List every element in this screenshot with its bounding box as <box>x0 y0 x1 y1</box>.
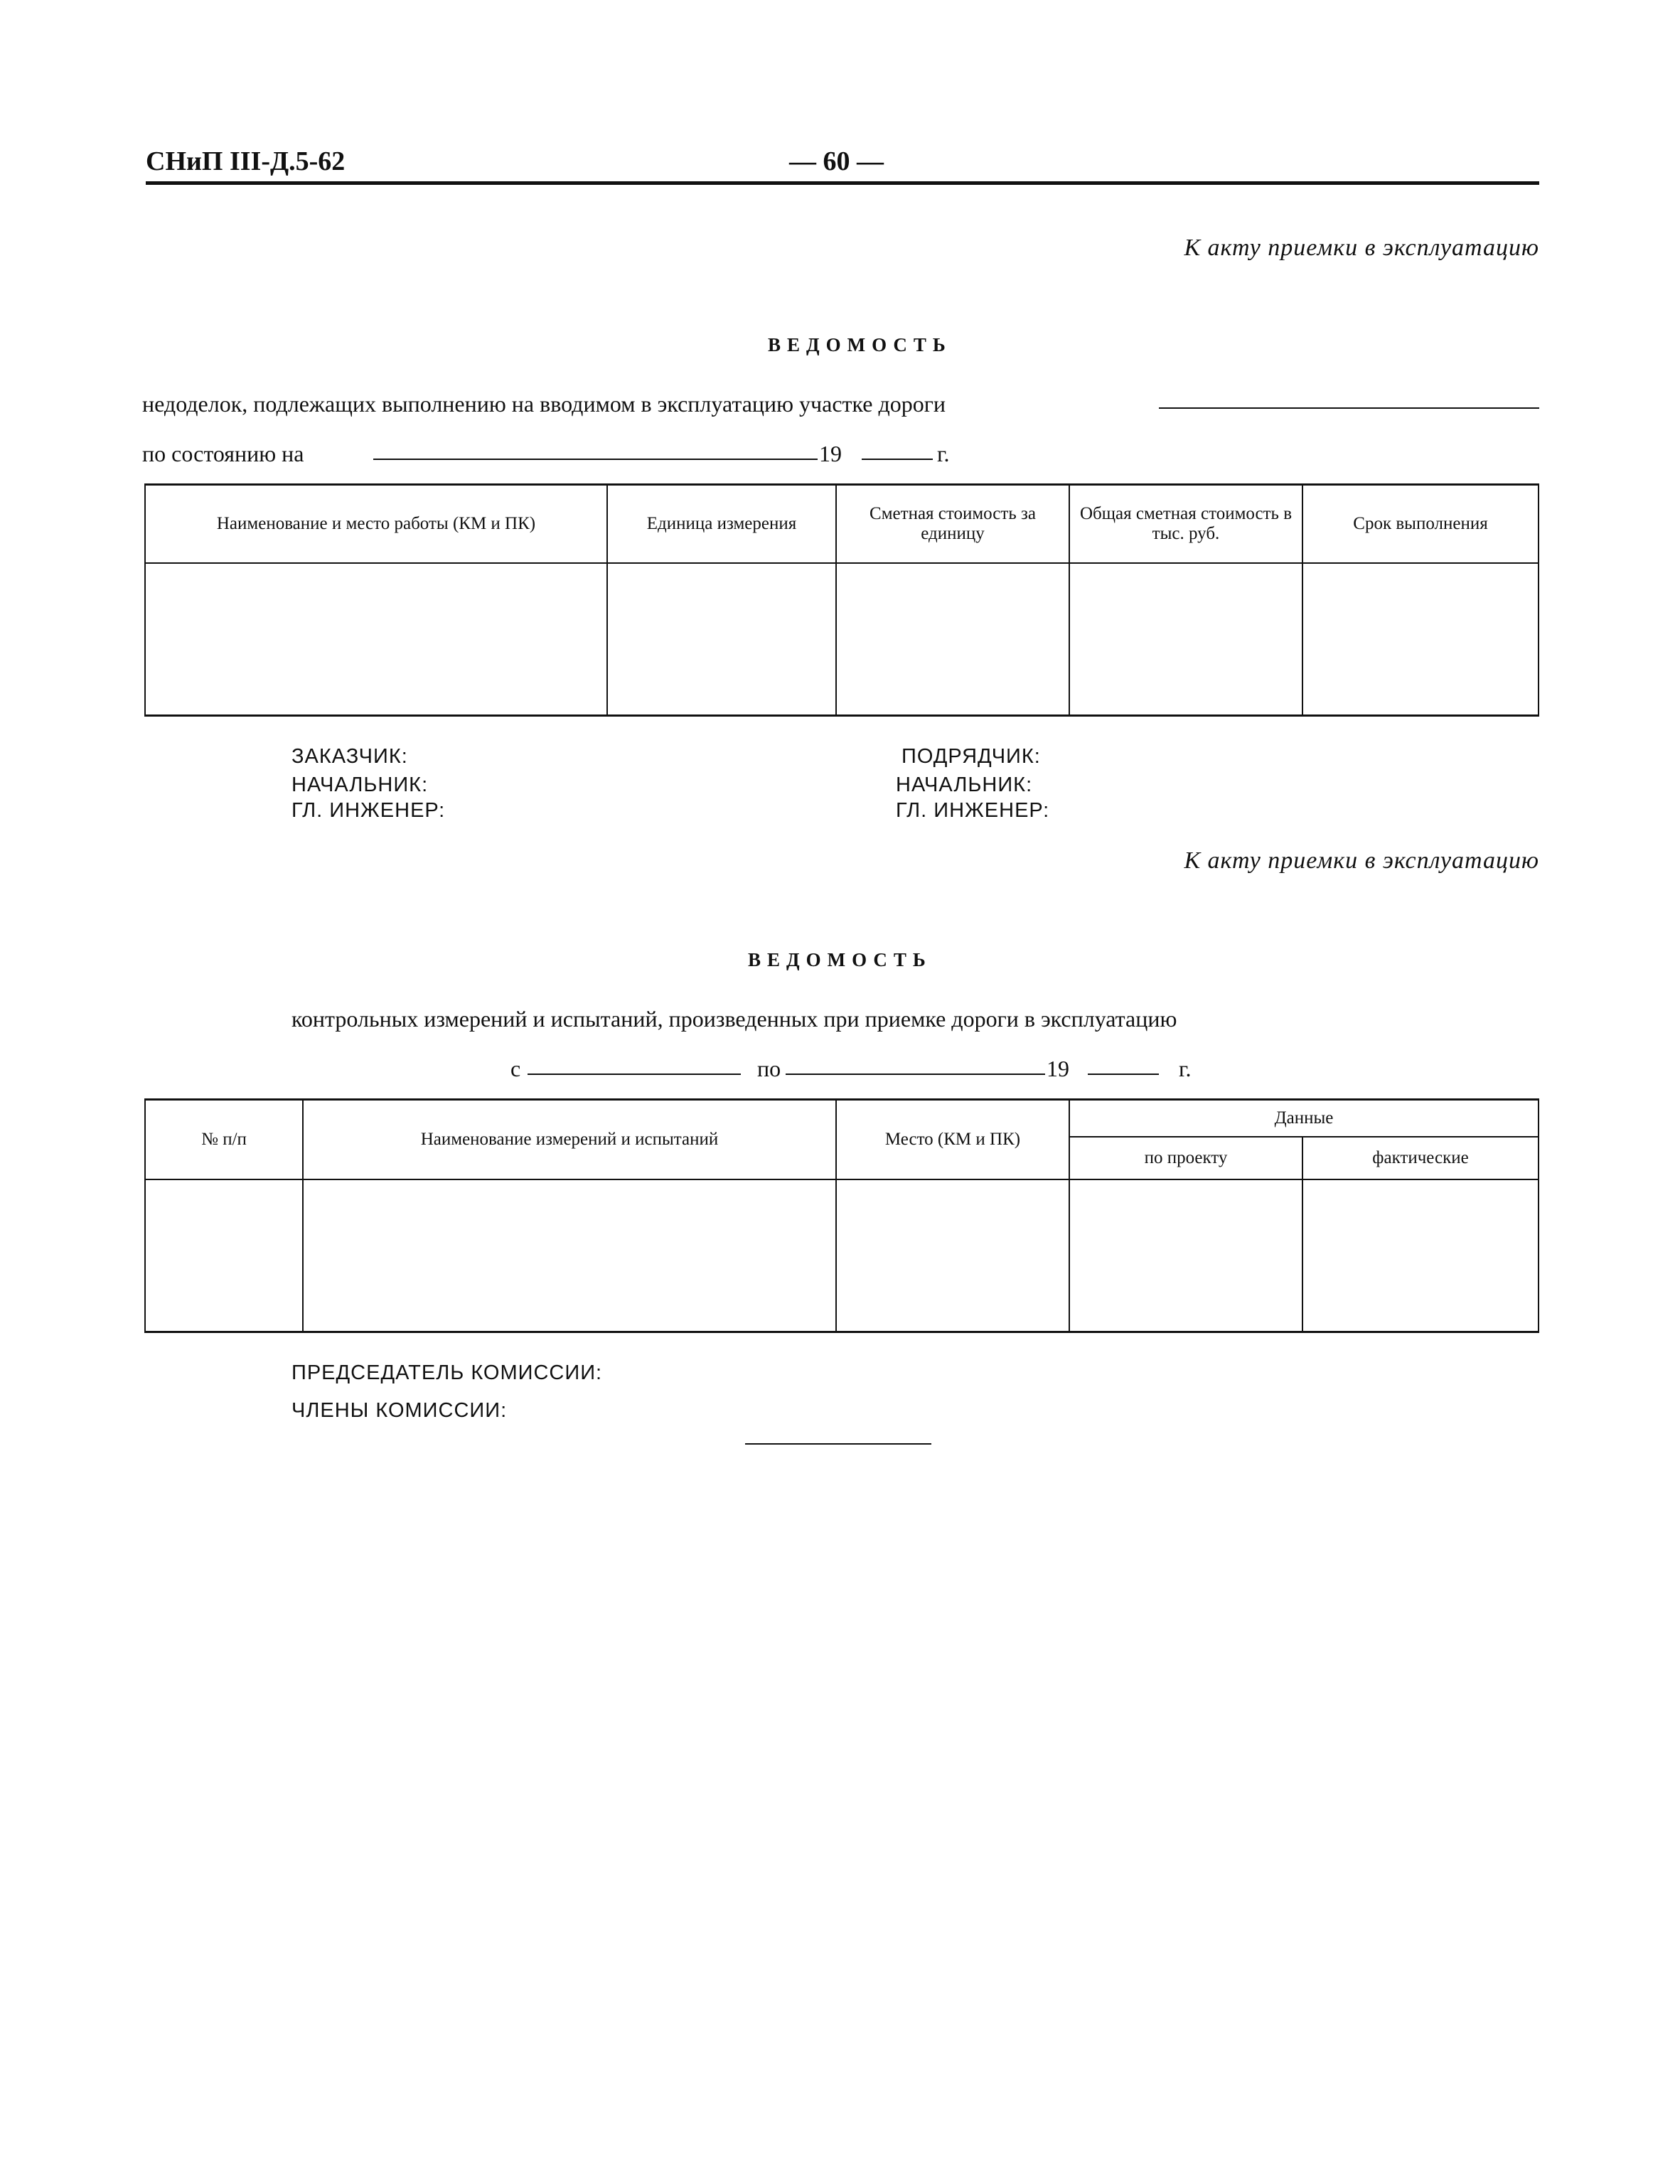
col-number: № п/п <box>145 1100 303 1179</box>
col-data-group: Данные <box>1069 1100 1539 1137</box>
col-total-cost: Общая сметная стоимость в тыс. руб. <box>1069 485 1302 563</box>
signature-contractor-engineer: ГЛ. ИНЖЕНЕР: <box>896 799 1050 822</box>
empty-cell <box>145 1179 303 1332</box>
attachment-note-2: К акту приемки в эксплуатацию <box>1184 847 1539 874</box>
section1-title: ВЕДОМОСТЬ <box>768 334 952 355</box>
table-row <box>145 563 1539 716</box>
from-label: с <box>510 1056 521 1081</box>
empty-cell <box>1302 563 1539 716</box>
year-blank-line-1 <box>862 459 933 460</box>
empty-cell <box>1302 1179 1539 1332</box>
year-blank-line-2 <box>1088 1074 1159 1075</box>
empty-cell <box>836 563 1069 716</box>
signature-contractor: ПОДРЯДЧИК: <box>901 745 1041 768</box>
section1-subtitle: недоделок, подлежащих выполнению на вводимом в эксплуатацию участке дороги <box>142 391 946 417</box>
col-measurement-name: Наименование измерений и испытаний <box>303 1100 836 1179</box>
section2-title: ВЕДОМОСТЬ <box>748 949 932 970</box>
road-section-blank-line <box>1159 407 1539 409</box>
defects-table <box>144 483 1539 717</box>
signature-customer-head: НАЧАЛЬНИК: <box>291 774 429 796</box>
empty-cell <box>1069 563 1302 716</box>
col-work-name: Наименование и место работы (КМ и ПК) <box>145 485 607 563</box>
document-code: СНиП III-Д.5-62 <box>146 146 346 176</box>
empty-cell <box>836 1179 1069 1332</box>
signature-customer: ЗАКАЗЧИК: <box>291 745 408 768</box>
signature-chairman: ПРЕДСЕДАТЕЛЬ КОМИССИИ: <box>291 1361 603 1384</box>
col-unit-cost: Сметная стоимость за единицу <box>836 485 1069 563</box>
section2-subtitle: контрольных измерений и испытаний, произведенных при приемке дороги в эксплуатацию <box>291 1006 1177 1032</box>
empty-cell <box>303 1179 836 1332</box>
signature-contractor-head: НАЧАЛЬНИК: <box>896 774 1033 796</box>
year-prefix-2: 19 <box>1047 1056 1069 1081</box>
table-row <box>145 1179 1539 1332</box>
year-suffix-2: г. <box>1179 1056 1192 1081</box>
year-suffix-1: г. <box>937 441 950 466</box>
header-rule <box>146 181 1539 185</box>
page-number: — 60 — <box>789 146 884 176</box>
to-label: по <box>757 1056 781 1081</box>
from-blank-line <box>528 1074 741 1075</box>
attachment-note-1: К акту приемки в эксплуатацию <box>1184 235 1539 261</box>
col-by-project: по проекту <box>1069 1137 1302 1179</box>
col-actual: фактические <box>1302 1137 1539 1179</box>
date-blank-line <box>373 459 818 460</box>
empty-cell <box>1069 1179 1302 1332</box>
signature-members: ЧЛЕНЫ КОМИССИИ: <box>291 1399 508 1422</box>
col-place: Место (КМ и ПК) <box>836 1100 1069 1179</box>
signature-customer-engineer: ГЛ. ИНЖЕНЕР: <box>291 799 446 822</box>
end-rule <box>745 1443 931 1445</box>
empty-cell <box>607 563 836 716</box>
year-prefix-1: 19 <box>819 441 842 466</box>
to-blank-line <box>786 1074 1045 1075</box>
col-deadline: Срок выполнения <box>1302 485 1539 563</box>
measurements-table <box>144 1098 1539 1333</box>
empty-cell <box>145 563 607 716</box>
date-prefix: по состоянию на <box>142 441 304 466</box>
col-unit: Единица измерения <box>607 485 836 563</box>
